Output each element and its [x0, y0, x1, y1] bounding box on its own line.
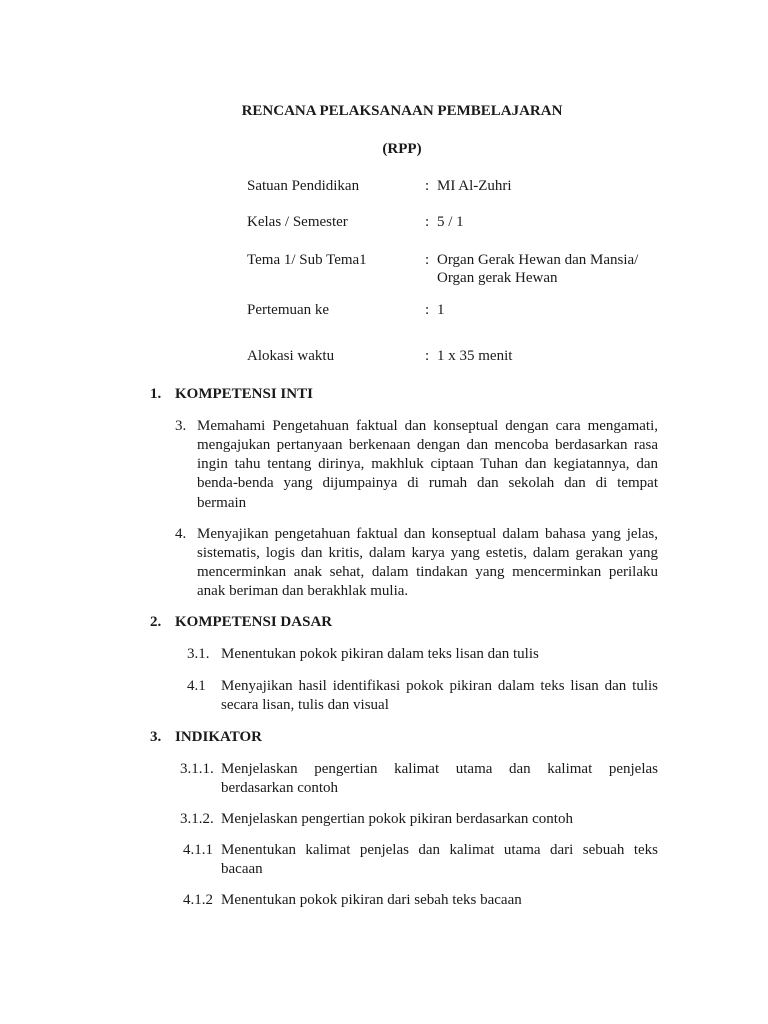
- item-number: 3.1.1.: [180, 761, 214, 777]
- item-text-line: bermain: [197, 495, 247, 511]
- item-number: 4.1: [187, 678, 206, 694]
- document-subtitle: (RPP): [382, 141, 422, 157]
- item-text-line: berdasarkan contoh: [221, 780, 339, 796]
- item-text-line: secara lisan, tulis dan visual: [221, 697, 389, 713]
- identity-value: 5 / 1: [437, 214, 464, 230]
- item-text-line: Menyajikan pengetahuan faktual dan konseptual dalam bahasa yang jelas,: [197, 526, 658, 542]
- item-text-line: sistematis, logis dan kritis, dalam karya yang estetis, dalam gerakan yang: [197, 545, 658, 561]
- identity-value: 1 x 35 menit: [437, 348, 513, 364]
- section-number: 1.: [150, 386, 162, 402]
- item-text-line: Menentukan pokok pikiran dari sebah teks bacaan: [221, 892, 522, 908]
- identity-separator: :: [425, 252, 430, 268]
- identity-separator: :: [425, 348, 430, 364]
- identity-value: MI Al-Zuhri: [437, 178, 512, 194]
- item-text-line: benda-benda yang dijumpainya di rumah dan sekolah dan di tempat: [197, 475, 658, 491]
- item-text-line: Menjelaskan pengertian pokok pikiran berdasarkan contoh: [221, 811, 573, 827]
- section-heading: KOMPETENSI DASAR: [175, 614, 333, 630]
- item-text-line: Menentukan kalimat penjelas dan kalimat utama dari sebuah teks: [221, 842, 658, 858]
- identity-value: 1: [437, 302, 445, 318]
- identity-label: Kelas / Semester: [247, 214, 348, 230]
- identity-label: Tema 1/ Sub Tema1: [247, 252, 367, 268]
- item-number: 3.1.: [187, 646, 210, 662]
- identity-label: Satuan Pendidikan: [247, 178, 360, 194]
- item-text-line: mencerminkan anak sehat, dalam tindakan yang mencerminkan perilaku: [197, 564, 658, 580]
- identity-label: Alokasi waktu: [247, 348, 335, 364]
- identity-value: Organ gerak Hewan: [437, 270, 558, 286]
- item-number: 3.: [175, 418, 187, 434]
- identity-label: Pertemuan ke: [247, 302, 330, 318]
- item-text-line: Menyajikan hasil identifikasi pokok pikiran dalam teks lisan dan tulis: [221, 678, 658, 694]
- section-number: 3.: [150, 729, 162, 745]
- identity-separator: :: [425, 214, 430, 230]
- item-text-line: anak beriman dan berakhlak mulia.: [197, 583, 409, 599]
- item-number: 4.1.1: [183, 842, 213, 858]
- section-heading: KOMPETENSI INTI: [175, 386, 313, 402]
- item-text-line: bacaan: [221, 861, 263, 877]
- item-text-line: Memahami Pengetahuan faktual dan konseptual dengan cara mengamati,: [197, 418, 658, 434]
- item-text-line: mengajukan pertanyaan berkenaan dengan dan mencoba berdasarkan rasa: [197, 437, 658, 453]
- item-number: 4.: [175, 526, 187, 542]
- section-heading: INDIKATOR: [175, 729, 262, 745]
- item-number: 3.1.2.: [180, 811, 214, 827]
- identity-value: Organ Gerak Hewan dan Mansia/: [437, 252, 639, 268]
- document-title: RENCANA PELAKSANAAN PEMBELAJARAN: [241, 103, 563, 119]
- identity-separator: :: [425, 302, 430, 318]
- item-text-line: ingin tahu tentang dirinya, makhluk ciptaan Tuhan dan kegiatannya, dan: [197, 456, 658, 472]
- item-text-line: Menentukan pokok pikiran dalam teks lisan dan tulis: [221, 646, 539, 662]
- identity-separator: :: [425, 178, 430, 194]
- section-number: 2.: [150, 614, 162, 630]
- item-text-line: Menjelaskan pengertian kalimat utama dan kalimat penjelas: [221, 761, 658, 777]
- item-number: 4.1.2: [183, 892, 213, 908]
